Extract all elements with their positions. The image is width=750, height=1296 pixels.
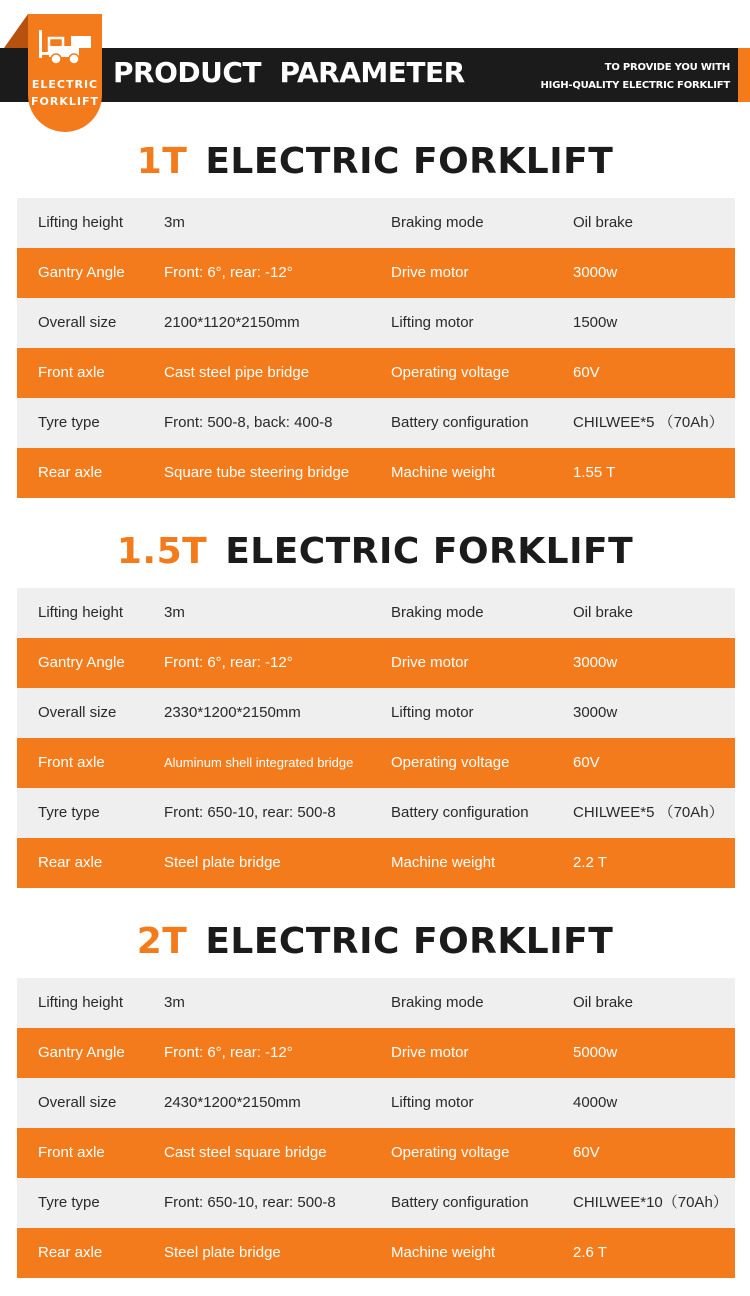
table-row: [17, 1078, 735, 1128]
spec-value: 60V: [573, 1144, 600, 1161]
spec-table: [17, 588, 735, 888]
table-row: [17, 1128, 735, 1178]
spec-label: Front axle: [38, 754, 105, 771]
spec-value: 3m: [164, 994, 185, 1011]
spec-label: Overall size: [38, 704, 117, 721]
spec-value: Front: 500-8, back: 400-8: [164, 414, 333, 431]
spec-value: Front: 6°, rear: -12°: [164, 264, 293, 281]
section-capacity: 1T: [136, 141, 188, 182]
spec-label: Operating voltage: [391, 754, 510, 771]
table-row: [17, 248, 735, 298]
spec-label: Machine weight: [391, 464, 496, 481]
spec-value: 1.55 T: [573, 464, 616, 481]
section-name: ELECTRIC FORKLIFT: [205, 141, 614, 182]
table-row: [17, 348, 735, 398]
spec-label: Battery configuration: [391, 414, 529, 431]
spec-label: Tyre type: [38, 1194, 100, 1211]
table-row: [17, 638, 735, 688]
section-title: [0, 522, 750, 582]
spec-value: Oil brake: [573, 994, 634, 1011]
spec-label: Drive motor: [391, 654, 469, 671]
spec-table: [17, 198, 735, 498]
section-title: [0, 132, 750, 192]
spec-value: Steel plate bridge: [164, 1244, 281, 1261]
tagline-line1: TO PROVIDE YOU WITH: [604, 62, 730, 73]
spec-value: 2330*1200*2150mm: [164, 704, 301, 721]
table-row: [17, 978, 735, 1028]
spec-value: Oil brake: [573, 604, 634, 621]
header-banner: [0, 0, 750, 140]
spec-label: Overall size: [38, 1094, 117, 1111]
spec-value: 1500w: [573, 314, 618, 331]
spec-value: Front: 650-10, rear: 500-8: [164, 1194, 336, 1211]
page-title: PRODUCT PARAMETER: [113, 56, 465, 89]
table-row: [17, 448, 735, 498]
table-row: [17, 1028, 735, 1078]
table-row: [17, 838, 735, 888]
header-band-accent: [738, 48, 750, 102]
spec-value: 60V: [573, 754, 600, 771]
spec-value: CHILWEE*5 （70Ah）: [573, 804, 724, 821]
spec-value: CHILWEE*5 （70Ah）: [573, 414, 724, 431]
table-row: [17, 1178, 735, 1228]
spec-value: CHILWEE*10（70Ah）: [573, 1194, 728, 1211]
spec-label: Lifting motor: [391, 704, 474, 721]
spec-value: Front: 6°, rear: -12°: [164, 654, 293, 671]
badge-fold: [4, 14, 28, 48]
spec-value: 2100*1120*2150mm: [164, 314, 300, 331]
section-title: [0, 912, 750, 972]
forklift-icon: [37, 26, 93, 66]
spec-label: Braking mode: [391, 604, 484, 621]
table-row: [17, 198, 735, 248]
section-capacity: 2T: [136, 921, 188, 962]
table-row: [17, 1228, 735, 1278]
spec-label: Drive motor: [391, 1044, 469, 1061]
spec-value: Oil brake: [573, 214, 634, 231]
spec-label: Drive motor: [391, 264, 469, 281]
spec-value: 2.6 T: [573, 1244, 607, 1261]
badge-label-line2: FORKLIFT: [31, 95, 99, 108]
spec-label: Rear axle: [38, 854, 103, 871]
spec-label: Front axle: [38, 364, 105, 381]
category-badge: [28, 14, 102, 132]
spec-label: Gantry Angle: [38, 654, 125, 671]
spec-label: Operating voltage: [391, 364, 510, 381]
spec-label: Lifting height: [38, 994, 124, 1011]
spec-value: 3m: [164, 604, 185, 621]
spec-label: Braking mode: [391, 214, 484, 231]
spec-table: [17, 978, 735, 1278]
spec-label: Rear axle: [38, 464, 103, 481]
header-tagline: [541, 59, 730, 95]
spec-label: Tyre type: [38, 804, 100, 821]
spec-label: Machine weight: [391, 854, 496, 871]
spec-value: 60V: [573, 364, 600, 381]
spec-value: Cast steel square bridge: [164, 1144, 327, 1161]
spec-value: Cast steel pipe bridge: [164, 364, 310, 381]
table-row: [17, 588, 735, 638]
spec-label: Lifting motor: [391, 1094, 474, 1111]
spec-label: Front axle: [38, 1144, 105, 1161]
table-row: [17, 688, 735, 738]
spec-value: 2430*1200*2150mm: [164, 1094, 301, 1111]
spec-value: 3000w: [573, 704, 618, 721]
spec-label: Tyre type: [38, 414, 100, 431]
spec-value: Aluminum shell integrated bridge: [164, 755, 354, 770]
spec-value: Front: 650-10, rear: 500-8: [164, 804, 336, 821]
spec-label: Battery configuration: [391, 804, 529, 821]
spec-label: Operating voltage: [391, 1144, 510, 1161]
spec-label: Gantry Angle: [38, 264, 125, 281]
table-row: [17, 788, 735, 838]
table-row: [17, 738, 735, 788]
spec-value: Front: 6°, rear: -12°: [164, 1044, 293, 1061]
section-name: ELECTRIC FORKLIFT: [225, 531, 634, 572]
spec-value: 3m: [164, 214, 185, 231]
spec-label: Gantry Angle: [38, 1044, 125, 1061]
table-row: [17, 398, 735, 448]
spec-value: Steel plate bridge: [164, 854, 281, 871]
spec-label: Machine weight: [391, 1244, 496, 1261]
table-row: [17, 298, 735, 348]
spec-label: Lifting motor: [391, 314, 474, 331]
section-capacity: 1.5T: [116, 531, 208, 572]
spec-label: Battery configuration: [391, 1194, 529, 1211]
spec-label: Lifting height: [38, 214, 124, 231]
spec-label: Braking mode: [391, 994, 484, 1011]
spec-value: 3000w: [573, 264, 618, 281]
tagline-line2: HIGH-QUALITY ELECTRIC FORKLIFT: [540, 80, 730, 91]
badge-label-line1: ELECTRIC: [31, 78, 99, 91]
spec-label: Rear axle: [38, 1244, 103, 1261]
spec-label: Overall size: [38, 314, 117, 331]
section-name: ELECTRIC FORKLIFT: [205, 921, 614, 962]
spec-value: 4000w: [573, 1094, 618, 1111]
spec-value: 3000w: [573, 654, 618, 671]
spec-label: Lifting height: [38, 604, 124, 621]
spec-value: Square tube steering bridge: [164, 464, 350, 481]
spec-value: 2.2 T: [573, 854, 607, 871]
spec-value: 5000w: [573, 1044, 618, 1061]
